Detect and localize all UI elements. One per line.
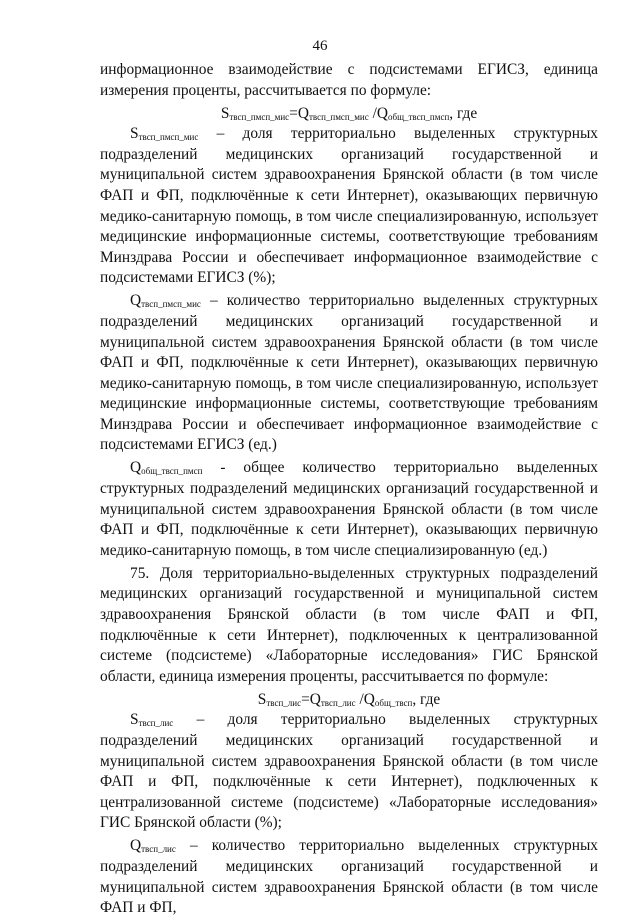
formula-subscript: общ_твсп bbox=[374, 697, 413, 708]
formula-operator: =Q bbox=[289, 104, 309, 122]
formula-operator: /Q bbox=[368, 104, 388, 122]
definition-q-tvsp-pmsp-mis bbox=[100, 291, 598, 456]
formula-s-tvsp-lis bbox=[100, 690, 598, 711]
definition-text: - общее количество территориально выделенных структурных подразделений медицинских организаций государственной и муниципальной систем здравоохранения Брянской области (в том числе ФАП и ФП, подключённые к сети Интернет), оказывающих первичную медико-санитарную помощь, в том числе специализированную (ед.) bbox=[100, 459, 598, 559]
definition-subscript: твсп_лис bbox=[141, 844, 176, 855]
formula-tail: , где bbox=[449, 104, 478, 122]
formula-subscript: общ_твсп_пмсп bbox=[387, 111, 450, 122]
definition-s-tvsp-pmsp-mis bbox=[100, 124, 598, 289]
formula-symbol: S bbox=[257, 690, 267, 708]
paragraph-intro-continuation: информационное взаимодействие с подсистемами ЕГИСЗ, единица измерения проценты, рассчитывается по формуле: bbox=[100, 61, 598, 99]
formula-subscript: твсп_пмсп_мис bbox=[308, 111, 369, 122]
definition-text: – доля территориально выделенных структурных подразделений медицинских организаций государственной и муниципальной систем здравоохранения Брянской области (в том числе ФАП и ФП, подключённые к сети Интернет), оказывающих первичную медико-санитарную помощь, в том числе специализированную, использует медицинские информационные системы, соответствующие требованиям Минздрава России и обеспечивает информационное взаимодействие с подсистемами ЕГИСЗ (%); bbox=[100, 125, 598, 287]
definition-subscript: твсп_пмсп_мис bbox=[141, 299, 201, 310]
formula-operator: =Q bbox=[301, 690, 321, 708]
definition-symbol: S bbox=[130, 711, 139, 729]
definition-text: – количество территориально выделенных структурных подразделений медицинских организаций государственной и муниципальной систем здравоохранения Брянской области (в том числе ФАП и ФП, bbox=[100, 837, 598, 917]
definition-q-obsh-tvsp-pmsp bbox=[100, 458, 598, 561]
definition-subscript: твсп_пмсп_мис bbox=[138, 132, 199, 143]
formula-subscript: твсп_лис bbox=[266, 697, 302, 708]
definition-symbol: Q bbox=[130, 837, 142, 855]
document-body bbox=[100, 60, 598, 921]
paragraph-item-75: 75. Доля территориально-выделенных структурных подразделений медицинских организаций государственной и муниципальной систем здравоохранения Брянской области (в том числе ФАП и ФП, подключённые к сети Интернет), подключенных к централизованной системе (подсистеме) «Лабораторные исследования» ГИС Брянской области, единица измерения проценты, рассчитывается по формуле: bbox=[100, 564, 598, 685]
formula-subscript: твсп_лис bbox=[320, 697, 356, 708]
page-number: 46 bbox=[312, 38, 328, 54]
definition-text: – доля территориально выделенных структурных подразделений медицинских организаций государственной и муниципальной систем здравоохранения Брянской области (в том числе ФАП и ФП, подключённые к сети Интернет), подключенных к централизованной системе (подсистеме) «Лабораторные исследования» ГИС Брянской области (%); bbox=[100, 711, 598, 832]
formula-tail: , где bbox=[412, 690, 441, 708]
formula-s-tvsp-pmsp-mis bbox=[100, 104, 598, 125]
formula-subscript: твсп_пмсп_мис bbox=[229, 111, 290, 122]
formula-operator: /Q bbox=[355, 690, 375, 708]
definition-s-tvsp-lis bbox=[100, 710, 598, 834]
definition-subscript: общ_твсп_пмсп bbox=[141, 466, 203, 477]
definition-symbol: Q bbox=[130, 292, 142, 310]
definition-symbol: S bbox=[130, 125, 139, 143]
definition-q-tvsp-lis bbox=[100, 836, 598, 918]
definition-text: – количество территориально выделенных структурных подразделений медицинских организаций государственной и муниципальной систем здравоохранения Брянской области (в том числе ФАП и ФП, подключённые к сети Интернет), оказывающих первичную медико-санитарную помощь, в том числе специализированную, использует медицинские информационные системы, соответствующие требованиям Минздрава России и обеспечивает информационное взаимодействие с подсистемами ЕГИСЗ (ед.) bbox=[100, 292, 598, 454]
formula-symbol: S bbox=[220, 104, 230, 122]
definition-subscript: твсп_лис bbox=[138, 718, 174, 729]
definition-symbol: Q bbox=[130, 459, 142, 477]
